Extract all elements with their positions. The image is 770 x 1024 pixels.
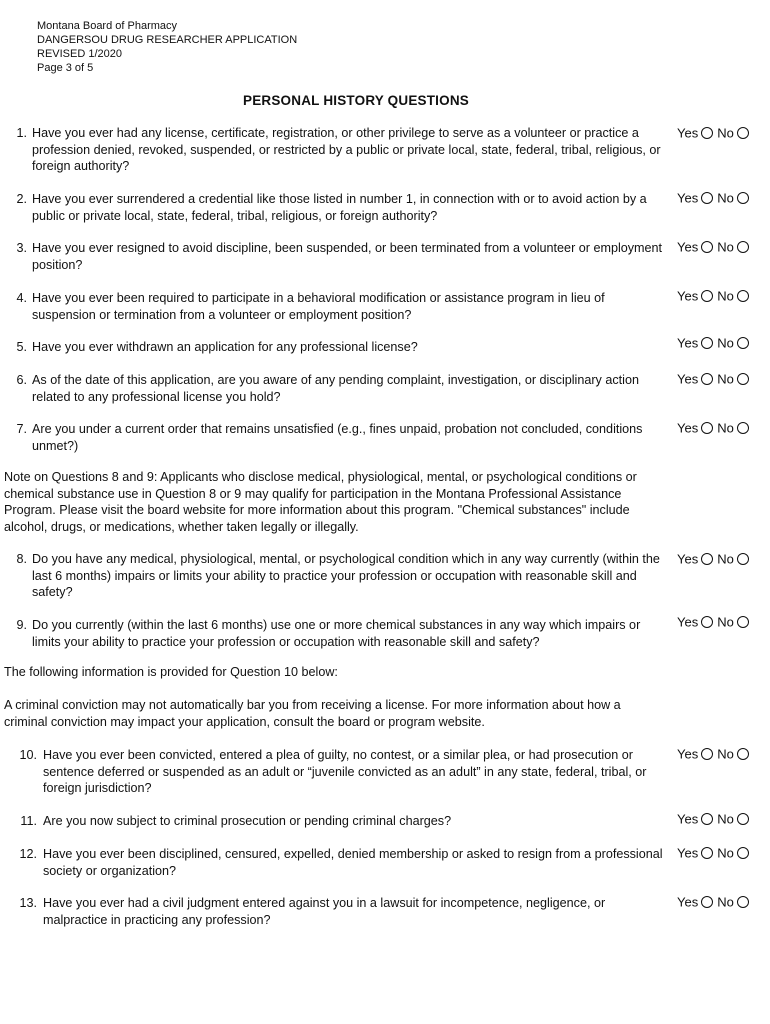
yes-label: Yes	[677, 614, 699, 630]
no-label: No	[717, 125, 734, 141]
page-number: Page 3 of 5	[37, 62, 94, 74]
no-label: No	[717, 614, 734, 630]
no-radio[interactable]	[737, 616, 749, 628]
answer-group-1	[677, 125, 753, 142]
yes-radio[interactable]	[701, 337, 713, 349]
question-text: Have you ever had a civil judgment entered against you in a lawsuit for incompetence, negligence, or malpractice in practicing any profession?	[43, 896, 606, 927]
answer-group-7	[677, 420, 753, 437]
yes-label: Yes	[677, 811, 699, 827]
yes-radio[interactable]	[701, 813, 713, 825]
section-title: PERSONAL HISTORY QUESTIONS	[243, 93, 469, 108]
no-label: No	[717, 420, 734, 436]
yes-radio[interactable]	[701, 553, 713, 565]
question-number: 6.	[16, 373, 27, 387]
question-number: 8.	[16, 552, 27, 566]
no-label: No	[717, 894, 734, 910]
question-text: Have you ever surrendered a credential like those listed in number 1, in connection with or to avoid action by a public or private local, state, federal, tribal, religious, or foreign authority?	[32, 192, 647, 223]
yes-label: Yes	[677, 894, 699, 910]
yes-label: Yes	[677, 125, 699, 141]
yes-label: Yes	[677, 845, 699, 861]
no-radio[interactable]	[737, 290, 749, 302]
note-questions-8-9: Note on Questions 8 and 9: Applicants who disclose medical, physiological, mental, or psychological conditions or chemical substance use in Question 8 or 9 may qualify for participation in the Montana Professional Assistance Program. Please visit the board website for more information about this program. "Chemical substances" include alcohol, drugs, or medications, whether taken legally or illegally.	[4, 470, 637, 534]
question-number: 1.	[16, 126, 27, 140]
document-header	[37, 19, 297, 75]
yes-label: Yes	[677, 239, 699, 255]
question-number: 10.	[19, 748, 37, 762]
question-text: Have you ever been required to participate in a behavioral modification or assistance program in lieu of suspension or termination from a volunteer or employment position?	[32, 291, 605, 322]
no-label: No	[717, 371, 734, 387]
board-name: Montana Board of Pharmacy	[37, 20, 178, 32]
question-number: 11.	[20, 814, 37, 828]
answer-group-12	[677, 845, 753, 862]
answer-group-2	[677, 190, 753, 207]
answer-group-9	[677, 614, 753, 631]
question-number: 12.	[19, 847, 37, 861]
yes-radio[interactable]	[701, 896, 713, 908]
yes-radio[interactable]	[701, 748, 713, 760]
question-number: 13.	[19, 896, 37, 910]
answer-group-8	[677, 551, 753, 568]
yes-radio[interactable]	[701, 373, 713, 385]
yes-label: Yes	[677, 288, 699, 304]
no-label: No	[717, 811, 734, 827]
question-text: Are you under a current order that remains unsatisfied (e.g., fines unpaid, probation not concluded, conditions unmet?)	[32, 422, 643, 453]
answer-group-6	[677, 371, 753, 388]
no-radio[interactable]	[737, 373, 749, 385]
yes-radio[interactable]	[701, 616, 713, 628]
answer-group-11	[677, 811, 753, 828]
no-radio[interactable]	[737, 813, 749, 825]
no-radio[interactable]	[737, 241, 749, 253]
yes-label: Yes	[677, 190, 699, 206]
no-label: No	[717, 239, 734, 255]
no-label: No	[717, 288, 734, 304]
yes-label: Yes	[677, 551, 699, 567]
question-number: 4.	[16, 291, 27, 305]
yes-radio[interactable]	[701, 127, 713, 139]
revision-date: REVISED 1/2020	[37, 48, 122, 60]
application-title: DANGERSOU DRUG RESEARCHER APPLICATION	[37, 34, 298, 46]
no-radio[interactable]	[737, 127, 749, 139]
question-text: Do you have any medical, physiological, mental, or psychological condition which in any way currently (within the last 6 months) impairs or limits your ability to practice your profession or occupation with reasonable skill and safety?	[32, 552, 660, 599]
question-text: Have you ever been convicted, entered a plea of guilty, no contest, or a similar plea, or had prosecution or sentence deferred or suspended as an adult or “juvenile convicted as an adult” in any state, federal, tribal, or foreign jurisdiction?	[43, 748, 647, 795]
question-text: Have you ever had any license, certificate, registration, or other privilege to serve as a volunteer or practice a profession denied, revoked, suspended, or restricted by a public or private local, state, federal, tribal, religious, or foreign authority?	[32, 126, 661, 173]
yes-label: Yes	[677, 371, 699, 387]
yes-radio[interactable]	[701, 422, 713, 434]
answer-group-5	[677, 335, 753, 352]
yes-radio[interactable]	[701, 192, 713, 204]
question-text: Have you ever withdrawn an application for any professional license?	[32, 340, 418, 354]
question-number: 3.	[16, 241, 27, 255]
no-label: No	[717, 190, 734, 206]
no-radio[interactable]	[737, 553, 749, 565]
note-question-10-intro: The following information is provided for Question 10 below:	[4, 665, 338, 679]
no-radio[interactable]	[737, 422, 749, 434]
question-text: As of the date of this application, are you aware of any pending complaint, investigation, or disciplinary action related to any professional license you hold?	[32, 373, 639, 404]
question-number: 5.	[16, 340, 27, 354]
question-number: 7.	[16, 422, 27, 436]
yes-radio[interactable]	[701, 241, 713, 253]
question-text: Do you currently (within the last 6 months) use one or more chemical substances in any way which impairs or limits your ability to practice your profession or occupation with reasonable skill and safety?	[32, 618, 641, 649]
no-radio[interactable]	[737, 847, 749, 859]
question-text: Have you ever been disciplined, censured, expelled, denied membership or asked to resign from a professional society or organization?	[43, 847, 663, 878]
question-number: 9.	[16, 618, 27, 632]
no-radio[interactable]	[737, 748, 749, 760]
yes-label: Yes	[677, 746, 699, 762]
answer-group-4	[677, 288, 753, 305]
answer-group-3	[677, 239, 753, 256]
yes-label: Yes	[677, 335, 699, 351]
yes-label: Yes	[677, 420, 699, 436]
no-label: No	[717, 746, 734, 762]
answer-group-13	[677, 894, 753, 911]
no-label: No	[717, 335, 734, 351]
no-label: No	[717, 551, 734, 567]
question-text: Have you ever resigned to avoid discipline, been suspended, or been terminated from a volunteer or employment position?	[32, 241, 663, 272]
no-radio[interactable]	[737, 192, 749, 204]
no-radio[interactable]	[737, 896, 749, 908]
no-label: No	[717, 845, 734, 861]
note-question-10: A criminal conviction may not automatically bar you from receiving a license. For more information about how a criminal conviction may impact your application, consult the board or program website.	[4, 698, 621, 729]
yes-radio[interactable]	[701, 847, 713, 859]
answer-group-10	[677, 746, 753, 763]
question-text: Are you now subject to criminal prosecution or pending criminal charges?	[43, 814, 452, 828]
no-radio[interactable]	[737, 337, 749, 349]
question-number: 2.	[16, 192, 27, 206]
yes-radio[interactable]	[701, 290, 713, 302]
